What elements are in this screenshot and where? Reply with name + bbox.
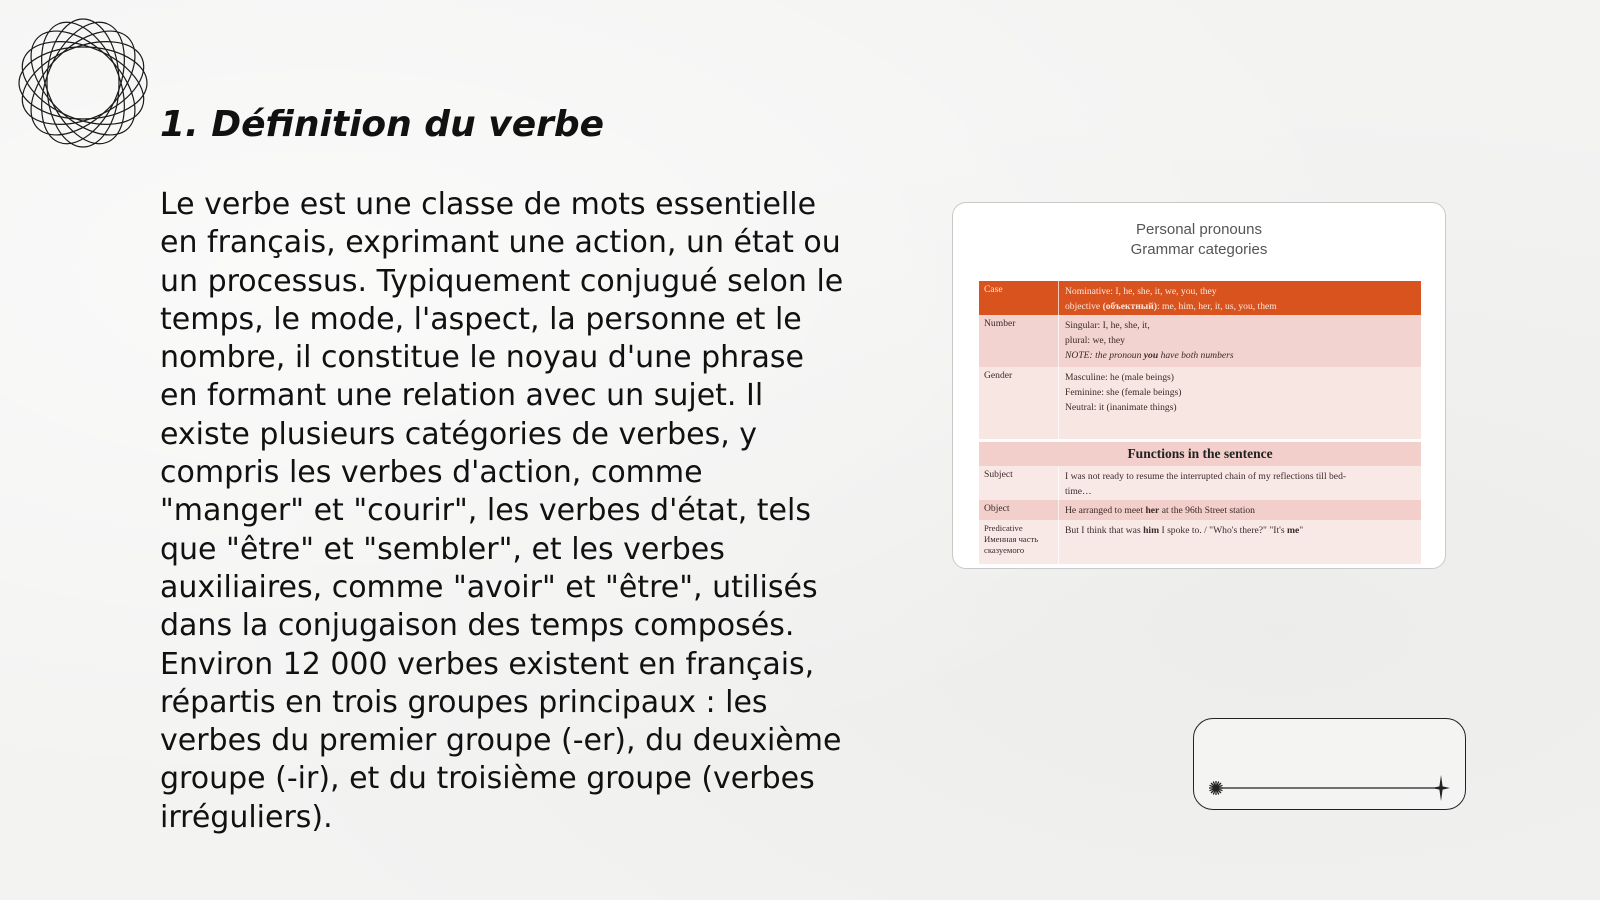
timeline-decoration (1193, 718, 1466, 810)
object-line: He arranged to meet her at the 96th Street station (1065, 505, 1255, 516)
row-label: Gender (984, 370, 1013, 381)
grammar-table-image (952, 202, 1446, 569)
row-label: Number (984, 318, 1016, 329)
row-content (1058, 281, 1421, 315)
row-content (1058, 520, 1421, 564)
slide-title: 1. Définition du verbe (160, 104, 605, 145)
case-line2: objective (объектный): me, him, her, it, us, you, them (1065, 301, 1277, 312)
table-row-subject (979, 466, 1421, 500)
image-title-line2: Grammar categories (1130, 241, 1268, 258)
gender-line1: Masculine: he (male beings) (1065, 372, 1174, 383)
number-line1: Singular: I, he, she, it, (1065, 320, 1150, 331)
number-line2: plural: we, they (1065, 335, 1125, 346)
row-label: Subject (984, 469, 1013, 480)
body-paragraph: Le verbe est une classe de mots essentielle en français, exprimant une action, un état ou un processus. Typiquement conjugué selon le temps, le mode, l'aspect, la personne et le nombre, il constitue le noyau d'une phrase en formant une relation avec un sujet. Il existe plusieurs catégories de verbes, y compris les verbes d'action, comme "manger" et "courir", les verbes d'état, tels que "être" et "sembler", et les verbes auxiliaires, comme "avoir" et "être", utilisés dans la conjugaison des temps composés. Environ 12 000 verbes existent en français, répartis en trois groupes principaux : les verbes du premier groupe (-er), du deuxième groupe (-ir), et du troisième groupe (verbes irréguliers). (160, 187, 844, 835)
table-row-predicative (979, 520, 1421, 564)
number-note: NOTE: the pronoun you have both numbers (1065, 350, 1234, 361)
timeline-line (1194, 719, 1467, 811)
functions-header: Functions in the sentence (979, 442, 1421, 466)
case-line1: Nominative: I, he, she, it, we, you, they (1065, 286, 1217, 297)
table-row-object (979, 500, 1421, 520)
subject-line1: I was not ready to resume the interrupted chain of my reflections till bed- (1065, 471, 1347, 482)
row-content (1058, 500, 1421, 520)
row-label: Object (984, 503, 1010, 514)
gender-line3: Neutral: it (inanimate things) (1065, 402, 1177, 413)
table-row-number (979, 315, 1421, 367)
predicative-line: But I think that was him I spoke to. / "Who's there?" "It's me" (1065, 525, 1304, 536)
table-row-case (979, 281, 1421, 315)
image-title-line1: Personal pronouns (1136, 221, 1262, 238)
row-content (1058, 315, 1421, 367)
row-label: Case (984, 284, 1003, 295)
subject-line2: time… (1065, 486, 1092, 497)
grammar-table (979, 281, 1421, 564)
row-content (1058, 466, 1421, 500)
gender-line2: Feminine: she (female beings) (1065, 387, 1182, 398)
row-content (1058, 367, 1421, 439)
timeline-start-star-icon (1209, 781, 1223, 795)
timeline-end-star-icon (1432, 775, 1450, 801)
table-row-gender (979, 367, 1421, 439)
row-label: Predicative Именная часть сказуемого (984, 523, 1039, 555)
concentric-rings-icon (10, 10, 156, 156)
